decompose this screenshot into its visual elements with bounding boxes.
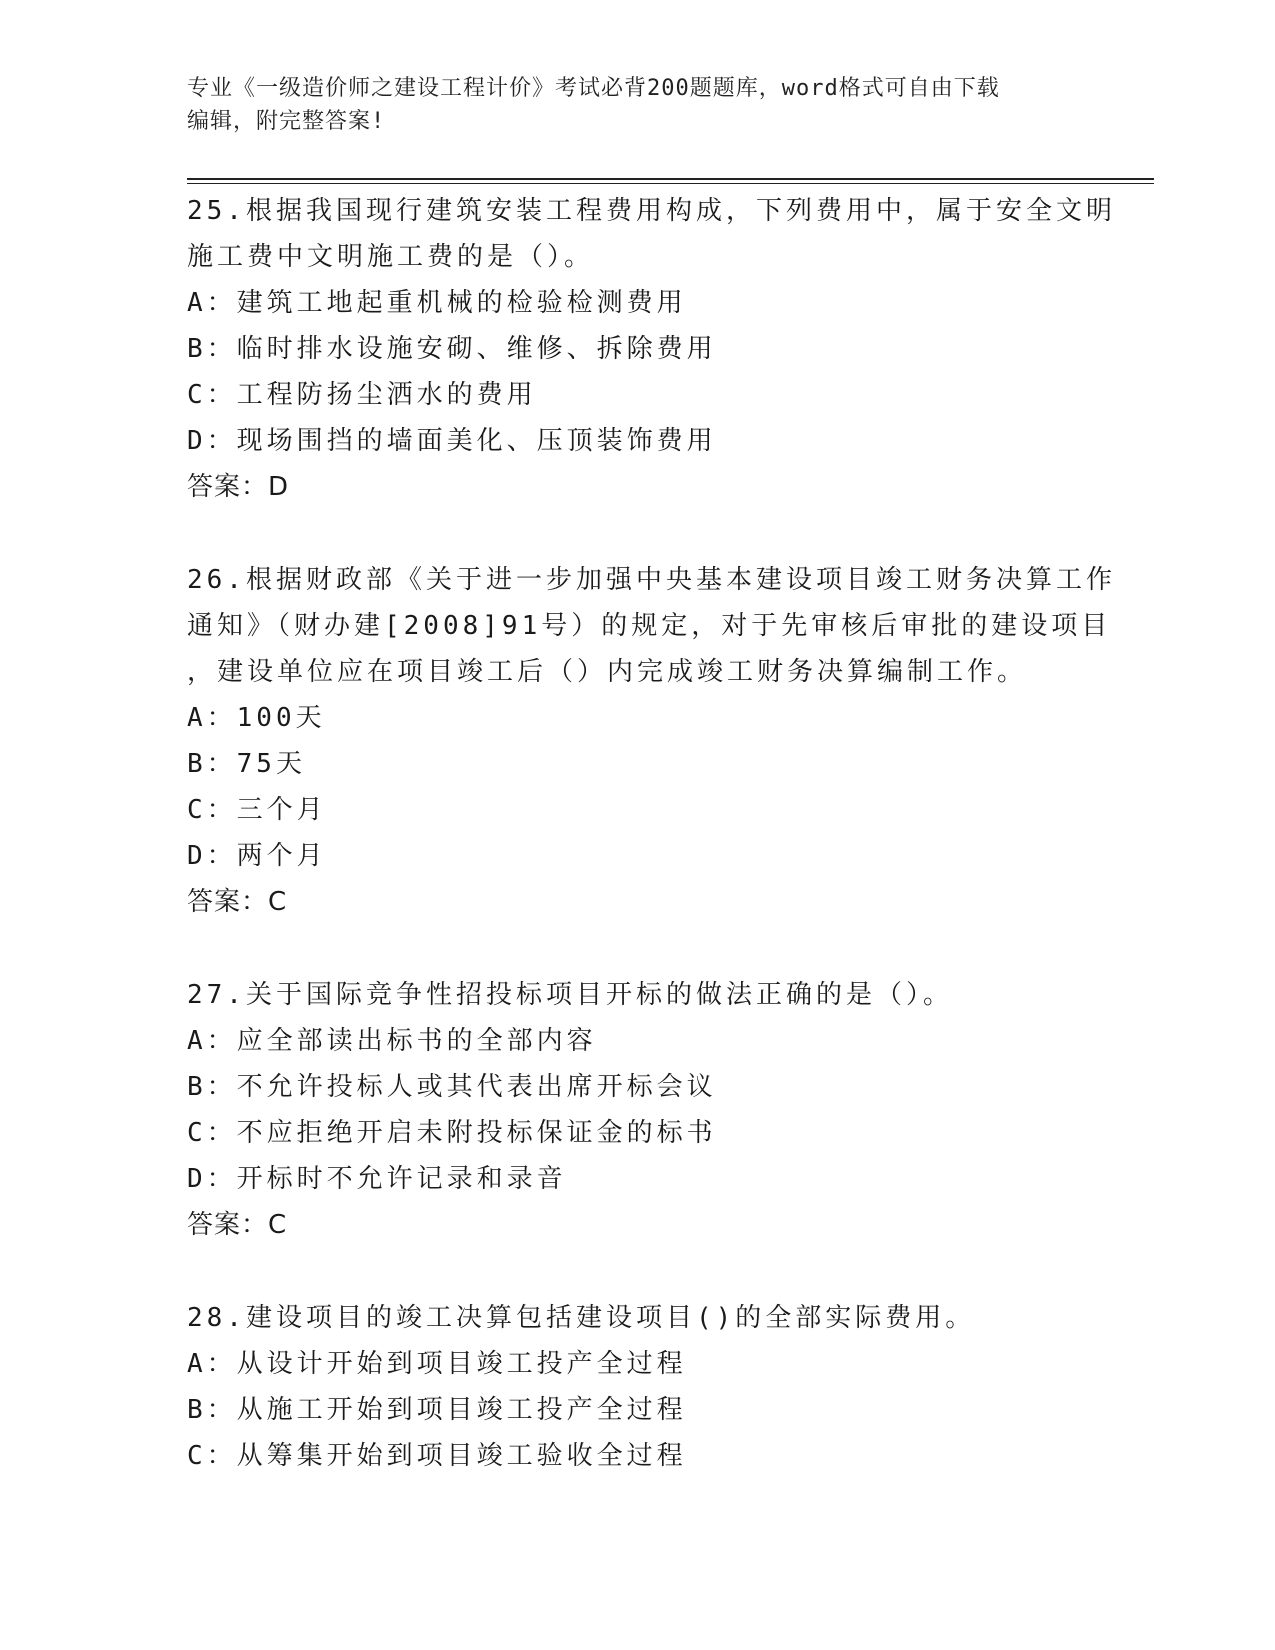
question-option: D：两个月 bbox=[187, 841, 327, 871]
question-option: A：100天 bbox=[187, 703, 326, 733]
question-block bbox=[187, 188, 1116, 510]
question-block bbox=[187, 972, 1087, 1248]
question-option: B：75天 bbox=[187, 749, 306, 779]
question-stem-line: 25.根据我国现行建筑安装工程费用构成，下列费用中，属于安全文明 bbox=[187, 196, 1116, 226]
question-option: D：现场围挡的墙面美化、压顶装饰费用 bbox=[187, 426, 717, 456]
question-stem-line: ，建设单位应在项目竣工后（）内完成竣工财务决算编制工作。 bbox=[187, 657, 1028, 687]
question-option: A：应全部读出标书的全部内容 bbox=[187, 1026, 597, 1056]
question-stem-line: 通知》（财办建[2008]91号）的规定，对于先审核后审批的建设项目 bbox=[187, 611, 1112, 641]
question-block bbox=[187, 1295, 1087, 1479]
header-divider-thick bbox=[187, 178, 1154, 180]
question-option: C：从筹集开始到项目竣工验收全过程 bbox=[187, 1441, 687, 1471]
question-option: B：从施工开始到项目竣工投产全过程 bbox=[187, 1395, 687, 1425]
question-answer: 答案：D bbox=[187, 472, 290, 502]
question-option: C：不应拒绝开启未附投标保证金的标书 bbox=[187, 1118, 717, 1148]
question-stem-line: 27.关于国际竞争性招投标项目开标的做法正确的是（）。 bbox=[187, 980, 953, 1010]
question-list bbox=[187, 188, 1116, 1526]
header-line-2: 编辑，附完整答案! bbox=[187, 109, 386, 134]
question-option: C：工程防扬尘洒水的费用 bbox=[187, 380, 537, 410]
question-stem-line: 28.建设项目的竣工决算包括建设项目()的全部实际费用。 bbox=[187, 1303, 976, 1333]
question-stem-line: 26.根据财政部《关于进一步加强中央基本建设项目竣工财务决算工作 bbox=[187, 565, 1116, 595]
question-option: A：从设计开始到项目竣工投产全过程 bbox=[187, 1349, 687, 1379]
header-divider-thin bbox=[187, 183, 1154, 184]
question-stem-line: 施工费中文明施工费的是（）。 bbox=[187, 242, 595, 272]
question-answer: 答案：C bbox=[187, 887, 288, 917]
header-line-1: 专业《一级造价师之建设工程计价》考试必背200题题库，word格式可自由下载 bbox=[187, 76, 1000, 101]
question-option: B：不允许投标人或其代表出席开标会议 bbox=[187, 1072, 717, 1102]
question-option: C：三个月 bbox=[187, 795, 327, 825]
question-option: B：临时排水设施安砌、维修、拆除费用 bbox=[187, 334, 717, 364]
document-header bbox=[187, 72, 1087, 138]
question-option: D：开标时不允许记录和录音 bbox=[187, 1164, 567, 1194]
question-block bbox=[187, 557, 1116, 925]
question-answer: 答案：C bbox=[187, 1210, 288, 1240]
question-option: A：建筑工地起重机械的检验检测费用 bbox=[187, 288, 687, 318]
